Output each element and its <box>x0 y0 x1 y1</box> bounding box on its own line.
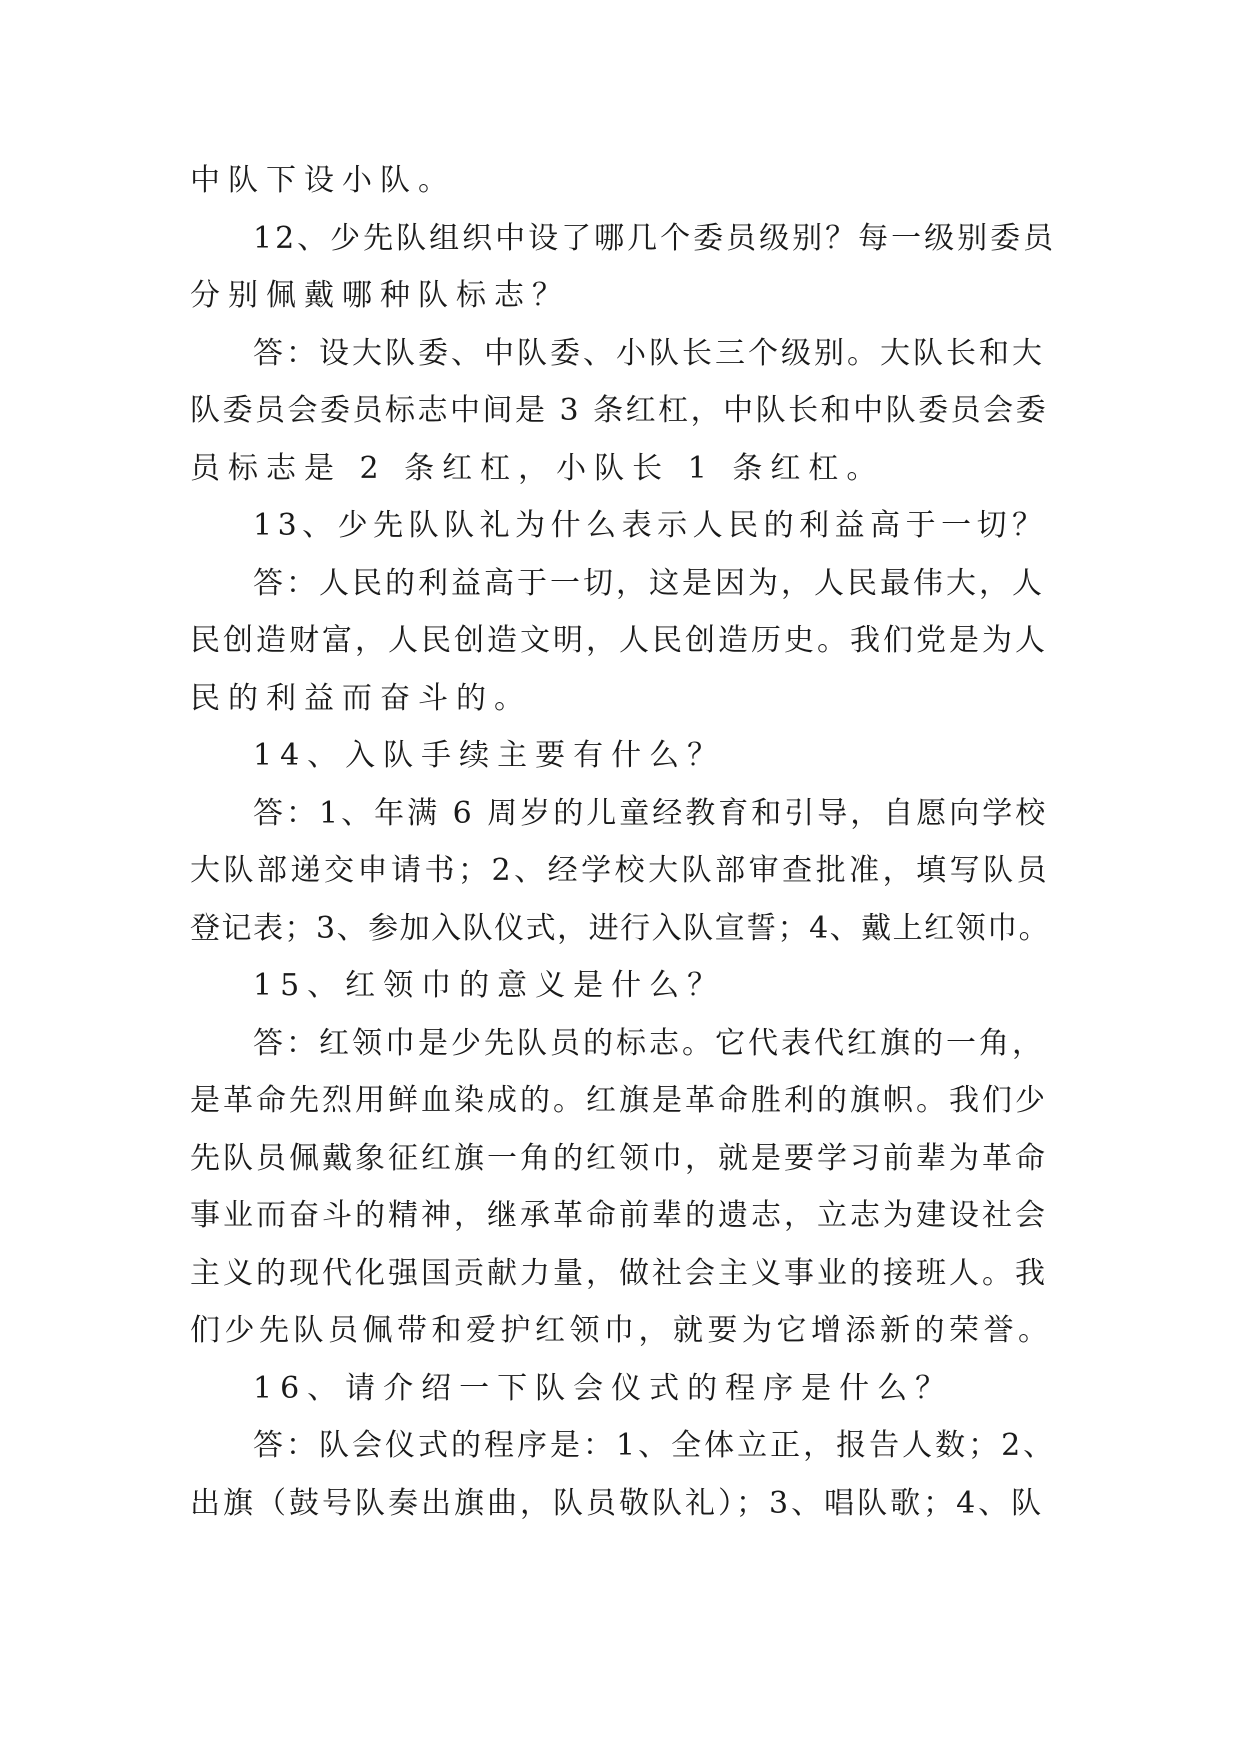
text-line: 民创造财富，人民创造文明，人民创造历史。我们党是为人 <box>190 623 1048 658</box>
text-line: 答：红领巾是少先队员的标志。它代表代红旗的一角， <box>253 1025 1045 1061</box>
text-line: 分别佩戴哪种队标志？ <box>190 278 570 313</box>
text-line: 答：人民的利益高于一切，这是因为，人民最伟大，人 <box>253 565 1045 601</box>
text-line: 队委员会委员标志中间是 3 条红杠，中队长和中队委员会委 <box>190 393 1049 428</box>
text-line: 中队下设小队。 <box>190 163 456 198</box>
text-line: 12、少先队组织中设了哪几个委员级别？每一级别委员 <box>253 220 1057 256</box>
text-line: 大队部递交申请书；2、经学校大队部审查批准，填写队员 <box>190 853 1051 888</box>
text-line: 事业而奋斗的精神，继承革命前辈的遗志，立志为建设社会 <box>190 1198 1048 1233</box>
text-line: 15、红领巾的意义是什么？ <box>253 968 726 1003</box>
body-text <box>190 152 1056 1532</box>
text-line: 民的利益而奋斗的。 <box>190 680 532 716</box>
text-line: 答：1、年满 6 周岁的儿童经教育和引导，自愿向学校 <box>253 795 1049 831</box>
text-line: 主义的现代化强国贡献力量，做社会主义事业的接班人。我 <box>190 1255 1048 1291</box>
text-line: 答：设大队委、中队委、小队长三个级别。大队长和大 <box>253 335 1045 371</box>
text-line: 16、请介绍一下队会仪式的程序是什么？ <box>253 1370 954 1406</box>
text-line: 员标志是 2 条红杠，小队长 1 条红杠。 <box>190 450 885 486</box>
text-line: 13、少先队队礼为什么表示人民的利益高于一切？ <box>253 508 1048 543</box>
text-line: 们少先队员佩带和爱护红领巾，就要为它增添新的荣誉。 <box>190 1313 1053 1348</box>
text-line: 出旗（鼓号队奏出旗曲，队员敬队礼）；3、唱队歌；4、队 <box>190 1485 1045 1521</box>
text-line: 是革命先烈用鲜血染成的。红旗是革命胜利的旗帜。我们少 <box>190 1083 1048 1118</box>
text-line: 14、入队手续主要有什么？ <box>253 738 726 773</box>
text-line: 答：队会仪式的程序是：1、全体立正，报告人数；2、 <box>253 1428 1057 1463</box>
text-line: 先队员佩戴象征红旗一角的红领巾，就是要学习前辈为革命 <box>190 1140 1048 1176</box>
text-line: 登记表；3、参加入队仪式，进行入队宣誓；4、戴上红领巾。 <box>190 910 1051 946</box>
